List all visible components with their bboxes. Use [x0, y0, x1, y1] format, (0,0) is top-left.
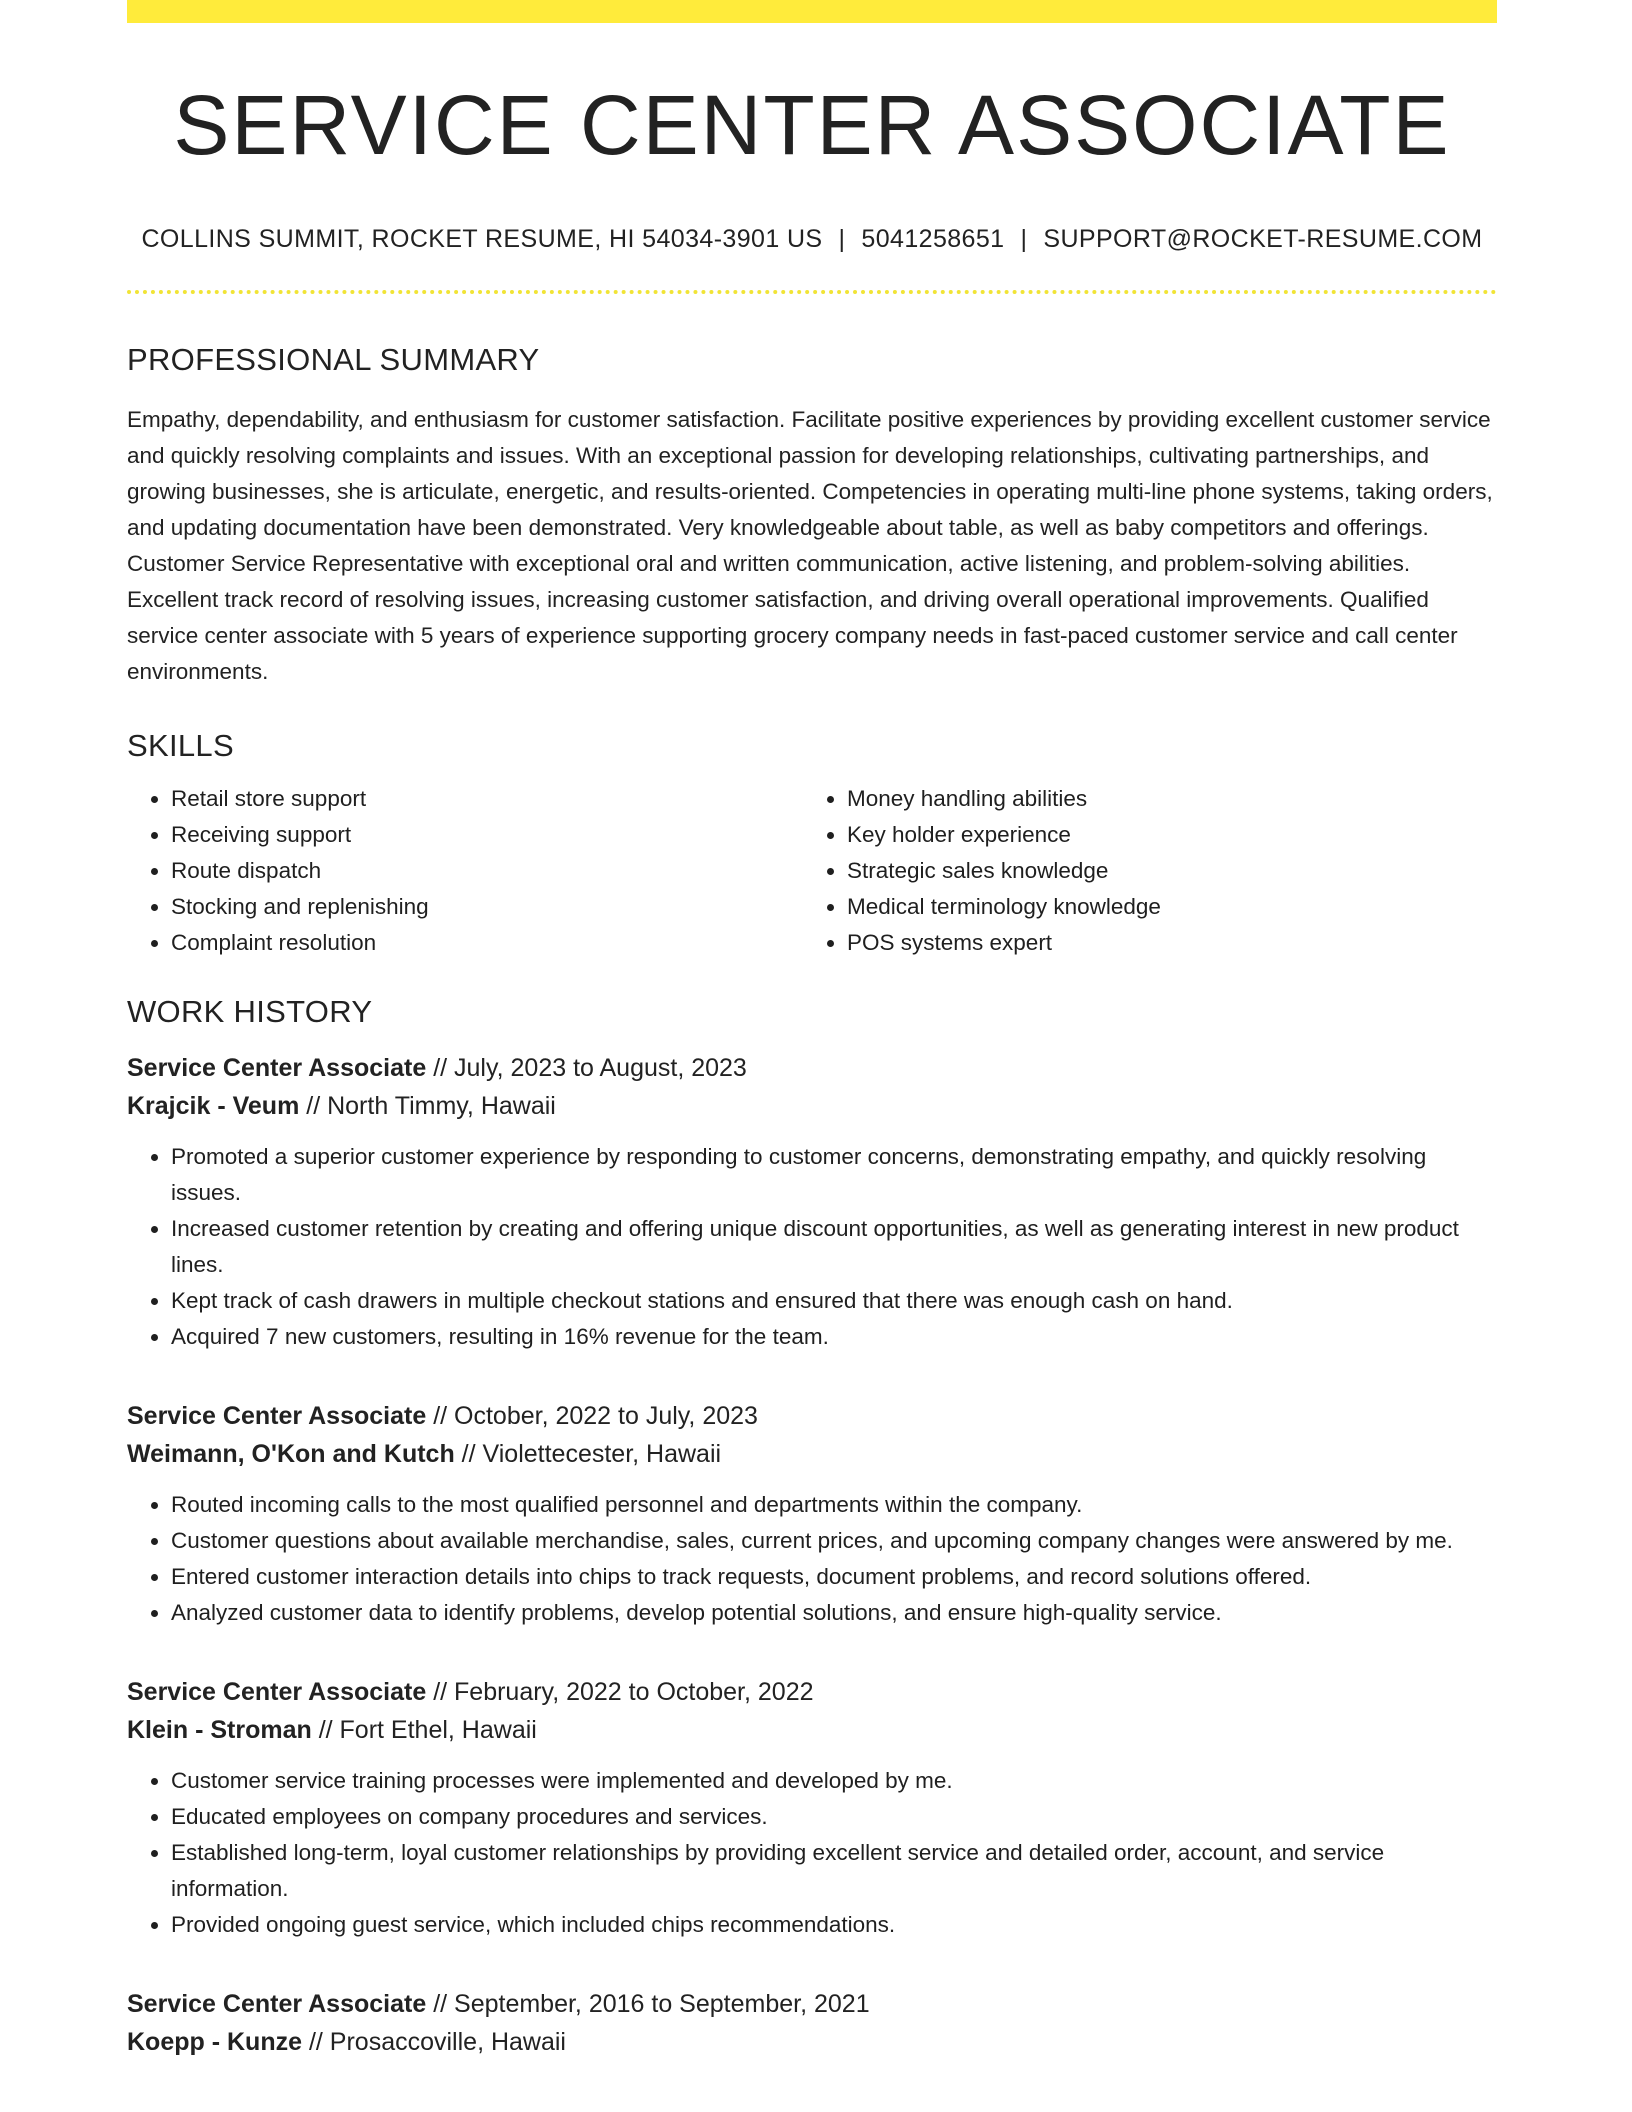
job-location: // Prosaccoville, Hawaii: [308, 2028, 566, 2056]
job-role-line: [127, 1985, 1497, 2023]
skill-item: • Strategic sales knowledge: [847, 853, 1479, 889]
separator: |: [838, 225, 846, 253]
job-entry: [127, 1673, 1497, 1943]
job-bullet: • Acquired 7 new customers, resulting in 16% revenue for the team.: [171, 1319, 1497, 1355]
job-role: Service Center Associate: [127, 1054, 427, 1082]
job-entry: [127, 1985, 1497, 2061]
accent-bar: [127, 0, 1497, 23]
job-role: Service Center Associate: [127, 1990, 427, 2018]
job-bullet: • Entered customer interaction details into chips to track requests, document problems, and record solutions offered.: [171, 1559, 1497, 1595]
job-company: Koepp - Kunze: [127, 2028, 302, 2056]
job-location: // Violettecester, Hawaii: [461, 1440, 722, 1468]
resume-page: [127, 0, 1497, 2061]
skill-item: • Retail store support: [171, 781, 803, 817]
job-location: // North Timmy, Hawaii: [306, 1092, 556, 1120]
job-bullet: • Kept track of cash drawers in multiple checkout stations and ensured that there was enough cash on hand.: [171, 1283, 1497, 1319]
skill-item: • Stocking and replenishing: [171, 889, 803, 925]
job-bullet: • Analyzed customer data to identify problems, develop potential solutions, and ensure high-quality service.: [171, 1595, 1497, 1631]
job-bullet: • Customer questions about available merchandise, sales, current prices, and upcoming company changes were answered by me.: [171, 1523, 1497, 1559]
summary-text: Empathy, dependability, and enthusiasm for customer satisfaction. Facilitate positive experiences by providing excellent customer service and quickly resolving complaints and issues. With an exceptional passion for developing relationships, cultivating partnerships, and growing businesses, she is articulate, energetic, and results-oriented. Competencies in operating multi-line phone systems, taking orders, and updating documentation have been demonstrated. Very knowledgeable about table, as well as baby competitors and offerings. Customer Service Representative with exceptional oral and written communication, active listening, and problem-solving abilities. Excellent track record of resolving issues, increasing customer satisfaction, and driving overall operational improvements. Qualified service center associate with 5 years of experience supporting grocery company needs in fast-paced customer service and call center environments.: [127, 407, 1493, 684]
skill-item: • Complaint resolution: [171, 925, 803, 961]
skill-item: • Medical terminology knowledge: [847, 889, 1479, 925]
separator: |: [1020, 225, 1028, 253]
job-bullet: • Customer service training processes were implemented and developed by me.: [171, 1763, 1497, 1799]
section-title-skills: SKILLS: [127, 728, 234, 763]
job-bullets: [127, 1487, 1497, 1631]
job-bullets: [127, 1763, 1497, 1943]
job-bullet: • Educated employees on company procedures and services.: [171, 1799, 1497, 1835]
job-role-line: [127, 1673, 1497, 1711]
section-title-work-history: WORK HISTORY: [127, 994, 373, 1029]
job-company: Krajcik - Veum: [127, 1092, 300, 1120]
job-company-line: [127, 1087, 1497, 1125]
job-location: // Fort Ethel, Hawaii: [318, 1716, 537, 1744]
job-dates: // February, 2022 to October, 2022: [433, 1678, 814, 1706]
job-dates: // July, 2023 to August, 2023: [433, 1054, 747, 1082]
job-bullet: • Increased customer retention by creating and offering unique discount opportunities, as well as generating interest in new product lines.: [171, 1211, 1497, 1283]
job-bullet: • Promoted a superior customer experience by responding to customer concerns, demonstrating empathy, and quickly resolving issues.: [171, 1139, 1497, 1211]
email[interactable]: SUPPORT@ROCKET-RESUME.COM: [1043, 225, 1483, 253]
job-dates: // September, 2016 to September, 2021: [433, 1990, 870, 2018]
job-role: Service Center Associate: [127, 1402, 427, 1430]
section-title-summary: PROFESSIONAL SUMMARY: [127, 342, 540, 377]
job-company-line: [127, 1435, 1497, 1473]
resume-title: SERVICE CENTER ASSOCIATE: [173, 78, 1451, 172]
job-company-line: [127, 1711, 1497, 1749]
skill-item: • Key holder experience: [847, 817, 1479, 853]
contact-line: [127, 227, 1497, 252]
job-company-line: [127, 2023, 1497, 2061]
job-role-line: [127, 1049, 1497, 1087]
job-bullet: • Routed incoming calls to the most qualified personnel and departments within the company.: [171, 1487, 1497, 1523]
skills-column-left: [127, 781, 803, 961]
skill-item: • Money handling abilities: [847, 781, 1479, 817]
skill-item: • Route dispatch: [171, 853, 803, 889]
skills-column-right: [803, 781, 1479, 961]
job-entry: [127, 1397, 1497, 1631]
skill-item: • Receiving support: [171, 817, 803, 853]
dotted-divider: [127, 290, 1497, 294]
job-role: Service Center Associate: [127, 1678, 427, 1706]
job-bullet: • Provided ongoing guest service, which included chips recommendations.: [171, 1907, 1497, 1943]
job-bullets: [127, 1139, 1497, 1355]
job-company: Klein - Stroman: [127, 1716, 312, 1744]
job-dates: // October, 2022 to July, 2023: [433, 1402, 758, 1430]
job-bullet: • Established long-term, loyal customer relationships by providing excellent service and detailed order, account, and service information.: [171, 1835, 1497, 1907]
job-company: Weimann, O'Kon and Kutch: [127, 1440, 455, 1468]
job-entry: [127, 1049, 1497, 1355]
phone: 5041258651: [861, 225, 1005, 253]
skill-item: • POS systems expert: [847, 925, 1479, 961]
job-role-line: [127, 1397, 1497, 1435]
skills-list: [127, 781, 1497, 961]
address: COLLINS SUMMIT, ROCKET RESUME, HI 54034-3901 US: [141, 225, 823, 253]
